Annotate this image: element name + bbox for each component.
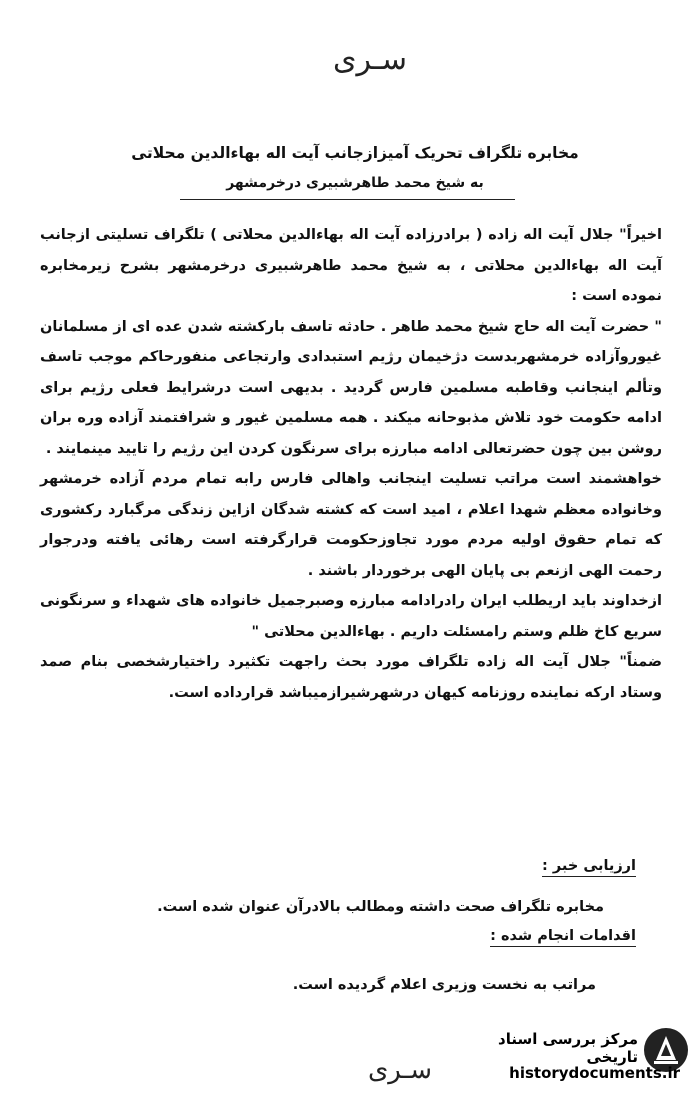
classification-stamp-bottom: سـری <box>367 1055 433 1085</box>
actions-text: مراتب به نخست وزیری اعلام گردیده است. <box>292 977 596 993</box>
archive-website: historydocuments.ir <box>509 1064 680 1082</box>
title-underline <box>180 199 515 200</box>
evaluation-text: مخابره تلگراف صحت داشته ومطالب بالادرآن عنوان شده است. <box>157 899 604 915</box>
actions-label <box>490 928 636 944</box>
evaluation-label-text: ارزیابی خبر : <box>542 858 636 877</box>
document-title: مخابره تلگراف تحریک آمیزازجانب آیت اله بهاءالدین محلاتی <box>131 144 579 162</box>
document-body <box>40 220 662 708</box>
paragraph-1: اخیراً" جلال آیت اله زاده ( برادرزاده آیت اله بهاءالدین محلاتی ) تلگراف تسلیتی ازجانب آیت اله بهاءالدین محلاتی ، به شیخ محمد طاهرشبیری درخرمشهر بشرح زیرمخابره نموده است : <box>40 227 662 304</box>
archive-watermark <box>485 1022 690 1092</box>
document-subtitle: به شیخ محمد طاهرشبیری درخرمشهر <box>226 175 484 191</box>
evaluation-label <box>542 858 636 874</box>
classification-stamp-top: سـری <box>333 42 407 77</box>
paragraph-5: ضمناً" جلال آیت اله زاده تلگراف مورد بحث راجهت تکثیرد راختیارشخصی بنام صمد وستاد ارکه نماینده روزنامه کیهان درشهرشیرازمیباشد قرارداده است. <box>40 654 662 701</box>
paragraph-3: خواهشمند است مراتب تسلیت اینجانب واهالی فارس رابه تمام مردم آزاده خرمشهر وخانواده معظم شهدا اعلام ، امید است که کشته شدگان ازاین زندگی مرگبارد رکشوری که تمام حقوق اولیه مردم مورد تجاوزحکومت قرارگرفته است رهائی یافته ودرجوار رحمت الهی ازنعم بی پایان الهی برخوردار باشند . <box>40 471 662 579</box>
archive-name-persian: مرکز بررسی اسناد تاریخی <box>498 1030 638 1066</box>
paragraph-2: " حضرت آیت اله حاج شیخ محمد طاهر . حادثه تاسف بارکشته شدن عده ای از مسلمانان غیوروآزاده خرمشهربدست دژخیمان رژیم استبدادی وارتجاعی منفورحاکم موجب تاسف وتألم اینجانب وقاطبه مسلمین فارس گردید . بدیهی است درشرایط فعلی رژیم برای ادامه حکومت خود تلاش مذبوحانه میکند . همه مسلمین غیور و شرافتمند آزاده وره بران روشن بین چون حضرتعالی ادامه مبارزه برای سرنگون کردن این رژیم را تایید مینمایند . <box>40 318 662 457</box>
actions-label-text: اقدامات انجام شده : <box>490 928 636 947</box>
paragraph-4: ازخداوند باید اریطلب ایران رادرادامه مبارزه وصبرجمیل خانواده های شهداء و سرنگونی سریع کاخ ظلم وستم رامسئلت داریم . بهاءالدین محلاتی " <box>40 593 662 640</box>
